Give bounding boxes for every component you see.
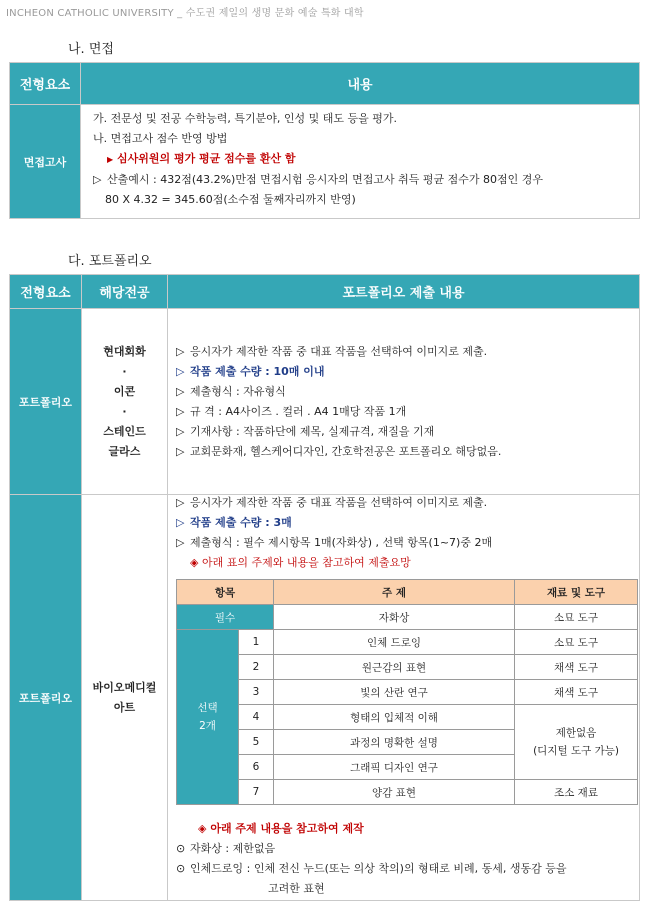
interview-content bbox=[81, 105, 640, 219]
topic-material-merged: 제한없음 (디지털 도구 가능) bbox=[515, 705, 638, 780]
circle-dot-icon: ⊙ bbox=[176, 842, 186, 855]
major-separator: · bbox=[122, 404, 127, 418]
major-name: 현대회화 bbox=[103, 344, 146, 358]
topic-header-subject: 주 제 bbox=[274, 580, 515, 605]
interview-highlight-text: 심사위원의 평가 평균 점수를 환산 함 bbox=[117, 152, 296, 165]
topic-number: 7 bbox=[239, 780, 274, 805]
major-cell-1 bbox=[82, 309, 168, 495]
required-topic: 자화상 bbox=[274, 605, 515, 630]
topic-header-material: 재료 및 도구 bbox=[515, 580, 638, 605]
topic-number: 1 bbox=[239, 630, 274, 655]
p1-line-quantity: ▷ 작품 제출 수량 : 10매 이내 bbox=[176, 362, 639, 382]
topic-material: 소묘 도구 bbox=[515, 630, 638, 655]
header-cell-content: 내용 bbox=[81, 63, 640, 105]
interview-highlight bbox=[93, 149, 639, 170]
category-portfolio-2: 포트폴리오 bbox=[10, 495, 82, 901]
diamond-icon: ◈ bbox=[198, 822, 207, 835]
section-title-portfolio: 다. 포트폴리오 bbox=[68, 254, 152, 269]
portfolio-table bbox=[9, 274, 640, 901]
topic-name: 과정의 명확한 설명 bbox=[274, 730, 515, 755]
interview-line-2: 나. 면접고사 점수 반영 방법 bbox=[93, 132, 228, 145]
topic-number: 6 bbox=[239, 755, 274, 780]
header-cell-major: 해당전공 bbox=[82, 275, 168, 309]
required-material: 소묘 도구 bbox=[515, 605, 638, 630]
topic-number: 2 bbox=[239, 655, 274, 680]
topic-material: 채색 도구 bbox=[515, 680, 638, 705]
note-line: ⊙ 자화상 : 제한없음 bbox=[176, 839, 639, 859]
header-cell-portfolio: 포트폴리오 제출 내용 bbox=[168, 275, 640, 309]
interview-example-text: 산출예시 : 432점(43.2%)만점 면접시험 응시자의 면접고사 취득 평균 점수가 80점인 경우 bbox=[107, 173, 543, 186]
triangle-outline-icon: ▷ bbox=[176, 344, 185, 358]
triangle-outline-icon: ▷ bbox=[176, 444, 185, 458]
select-label: 선택 2개 bbox=[177, 630, 239, 805]
topic-material: 채색 도구 bbox=[515, 655, 638, 680]
portfolio-content-1 bbox=[168, 309, 640, 495]
triangle-outline-icon: ▷ bbox=[176, 384, 185, 398]
triangle-outline-icon: ▷ bbox=[176, 424, 185, 438]
p1-line: ▷ 응시자가 제작한 작품 중 대표 작품을 선택하여 이미지로 제출. bbox=[176, 342, 639, 362]
topic-name: 형태의 입체적 이해 bbox=[274, 705, 515, 730]
topic-number: 3 bbox=[239, 680, 274, 705]
interview-line-5: 80 X 4.32 = 345.60점(소수점 둘째자리까지 반영) bbox=[105, 193, 356, 206]
notes-heading: ◈ 아래 주제 내용을 참고하여 제작 bbox=[198, 822, 364, 835]
p2-line: ▷ 응시자가 제작한 작품 중 대표 작품을 선택하여 이미지로 제출. bbox=[176, 493, 639, 513]
topic-material: 조소 재료 bbox=[515, 780, 638, 805]
section-title-interview: 나. 면접 bbox=[68, 42, 114, 57]
topic-table bbox=[176, 579, 638, 805]
p1-line: ▷ 교회문화재, 헬스케어디자인, 간호학전공은 포트폴리오 해당없음. bbox=[176, 442, 639, 462]
topic-number: 4 bbox=[239, 705, 274, 730]
diamond-icon: ◈ bbox=[190, 556, 199, 569]
p1-line: ▷ 기재사항 : 작품하단에 제목, 실제규격, 재질을 기재 bbox=[176, 422, 639, 442]
triangle-right-icon: ▷ bbox=[176, 364, 185, 378]
triangle-outline-icon: ▷ bbox=[176, 404, 185, 418]
category-portfolio-1: 포트폴리오 bbox=[10, 309, 82, 495]
p1-line: ▷ 규 격 : A4사이즈 . 컬러 . A4 1매당 작품 1개 bbox=[176, 402, 639, 422]
triangle-outline-icon: ▷ bbox=[93, 173, 102, 186]
note-line-cont: 고려한 표현 bbox=[268, 882, 325, 895]
required-label: 필수 bbox=[177, 605, 274, 630]
topic-name: 원근감의 표현 bbox=[274, 655, 515, 680]
topic-header-item: 항목 bbox=[177, 580, 274, 605]
topic-number: 5 bbox=[239, 730, 274, 755]
page-header: INCHEON CATHOLIC UNIVERSITY _ 수도권 제일의 생명 문화 예술 특화 대학 bbox=[6, 8, 364, 19]
p1-line: ▷ 제출형식 : 자유형식 bbox=[176, 382, 639, 402]
p2-line: ▷ 제출형식 : 필수 제시항목 1매(자화상) , 선택 항목(1~7)중 2매 bbox=[176, 533, 639, 553]
category-interview: 면접고사 bbox=[10, 105, 81, 219]
major-name: 이콘 bbox=[113, 384, 136, 398]
circle-dot-icon: ⊙ bbox=[176, 862, 186, 875]
topic-name: 인체 드로잉 bbox=[274, 630, 515, 655]
triangle-outline-icon: ▷ bbox=[176, 496, 185, 509]
topic-name: 양감 표현 bbox=[274, 780, 515, 805]
major-name: 아트 bbox=[113, 700, 136, 714]
topic-name: 빛의 산란 연구 bbox=[274, 680, 515, 705]
major-name: 스테인드 bbox=[103, 424, 146, 438]
triangle-right-icon: ▷ bbox=[176, 516, 185, 529]
interview-line-1: 가. 전문성 및 전공 수학능력, 특기분야, 인성 및 태도 등을 평가. bbox=[93, 112, 397, 125]
p2-line-reference: ◈ 아래 표의 주제와 내용을 참고하여 제출요망 bbox=[190, 556, 411, 569]
interview-line-4 bbox=[93, 170, 639, 190]
note-line: ⊙ 인체드로잉 : 인체 전신 누드(또는 의상 착의)의 형태로 비례, 동세, 생동감 등을 bbox=[176, 859, 639, 879]
major-name: 글라스 bbox=[108, 444, 141, 458]
topic-name: 그래픽 디자인 연구 bbox=[274, 755, 515, 780]
interview-table bbox=[9, 62, 640, 219]
major-name: 바이오메디컬 bbox=[92, 680, 157, 694]
header-cell-element: 전형요소 bbox=[10, 275, 82, 309]
triangle-right-icon: ▶ bbox=[107, 155, 114, 164]
portfolio-content-2 bbox=[168, 495, 640, 901]
triangle-outline-icon: ▷ bbox=[176, 536, 185, 549]
p2-line-quantity: ▷ 작품 제출 수량 : 3매 bbox=[176, 513, 639, 533]
major-cell-2 bbox=[82, 495, 168, 901]
major-separator: · bbox=[122, 364, 127, 378]
header-cell-element: 전형요소 bbox=[10, 63, 81, 105]
